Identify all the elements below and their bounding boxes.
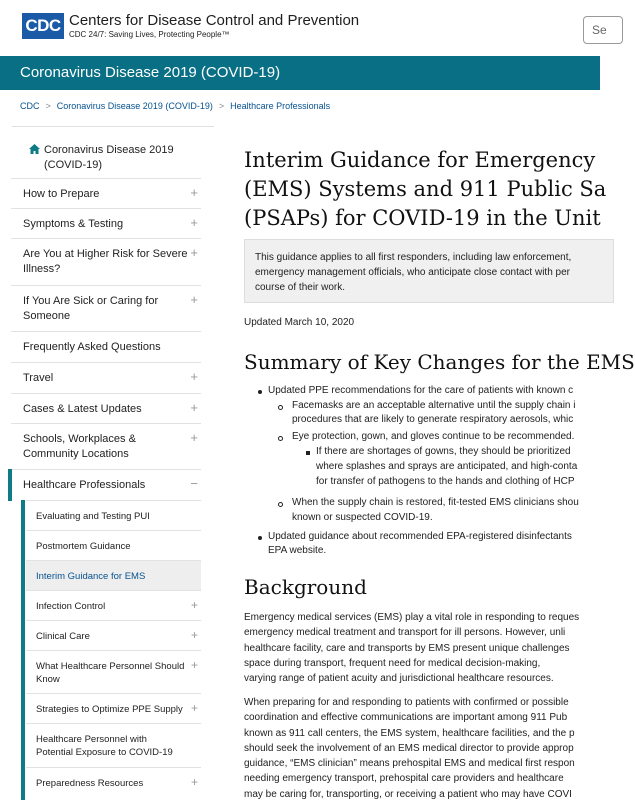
bullet-text: Updated guidance about recommended EPA-registered disinfectants bbox=[268, 531, 572, 542]
paragraph-line: may be caring for, transporting, or receiving a patient who may have COVI bbox=[244, 788, 572, 800]
sidebar-subitem[interactable] bbox=[26, 767, 201, 800]
bullet-text: procedures that are likely to generate respiratory aerosols, whic bbox=[292, 414, 574, 425]
paragraph-line: healthcare facility, care and transports by EMS present unique challenges bbox=[244, 642, 570, 654]
bullet-marker bbox=[278, 405, 283, 410]
bullet-marker bbox=[278, 502, 283, 507]
paragraph-line: space during transport, frequent need for medical decision-making, bbox=[244, 657, 541, 669]
background-heading: Background bbox=[244, 575, 367, 599]
breadcrumb-separator: > bbox=[45, 101, 51, 111]
sidebar-item-label: If You Are Sick or Caring for Someone bbox=[23, 295, 159, 322]
bullet-marker bbox=[278, 436, 283, 441]
sidebar-item[interactable] bbox=[11, 331, 201, 362]
sidebar-subitem[interactable] bbox=[26, 590, 201, 620]
banner-title[interactable]: Coronavirus Disease 2019 (COVID-19) bbox=[20, 64, 281, 81]
sidebar-item[interactable] bbox=[11, 469, 201, 500]
expand-icon[interactable]: + bbox=[190, 185, 198, 200]
sidebar-item[interactable] bbox=[11, 393, 201, 423]
collapse-icon[interactable]: − bbox=[190, 476, 198, 491]
bullet-text: When the supply chain is restored, fit-tested EMS clinicians shou bbox=[292, 497, 579, 508]
sidebar-item[interactable] bbox=[11, 285, 201, 331]
sidebar-subitem-label: Clinical Care bbox=[36, 631, 90, 642]
sidebar-subitem-label: Evaluating and Testing PUI bbox=[36, 511, 150, 522]
paragraph-line: should seek the involvement of an EMS medical director to provide approp bbox=[244, 742, 574, 754]
breadcrumb-healthcare[interactable]: Healthcare Professionals bbox=[230, 101, 331, 111]
sidebar-home-link[interactable] bbox=[29, 143, 199, 173]
expand-icon[interactable]: + bbox=[190, 598, 198, 612]
expand-icon[interactable]: + bbox=[190, 245, 198, 260]
page-title bbox=[244, 146, 606, 233]
site-header bbox=[0, 0, 607, 56]
sidebar-subitem[interactable] bbox=[26, 530, 201, 560]
sidebar-item-label: Travel bbox=[23, 372, 54, 384]
intro-text bbox=[255, 250, 571, 295]
search-input[interactable]: Se bbox=[583, 16, 623, 44]
paragraph-line: emergency medical treatment and transport for ill persons. However, unli bbox=[244, 627, 566, 639]
breadcrumb-separator: > bbox=[218, 101, 225, 111]
intro-line: course of their work. bbox=[255, 282, 346, 293]
paragraph-line: Emergency medical services (EMS) play a vital role in responding to reques bbox=[244, 612, 580, 623]
updated-date: Updated March 10, 2020 bbox=[244, 317, 355, 328]
sidebar-item-label: How to Prepare bbox=[23, 188, 100, 200]
intro-line: emergency management officials, who anticipate close contact with per bbox=[255, 267, 570, 278]
paragraph-line: varying range of patient acuity and jurisdictional healthcare resources. bbox=[244, 673, 554, 685]
sidebar-item-label: Frequently Asked Questions bbox=[23, 341, 161, 353]
sidebar-subitem-label: Interim Guidance for EMS bbox=[36, 571, 146, 582]
bullet-marker bbox=[306, 451, 310, 455]
bullet-text: Facemasks are an acceptable alternative until the supply chain i bbox=[292, 400, 576, 411]
background-paragraph-1 bbox=[244, 610, 579, 686]
intro-line: This guidance applies to all first responders, including law enforcement, bbox=[255, 252, 572, 263]
expand-icon[interactable]: + bbox=[190, 775, 198, 789]
bullet-text: where splashes and sprays are anticipated, and high-conta bbox=[316, 461, 578, 472]
breadcrumb-covid[interactable]: Coronavirus Disease 2019 (COVID-19) bbox=[56, 101, 213, 111]
brand-title[interactable]: Centers for Disease Control and Prevention bbox=[69, 12, 360, 29]
paragraph-line: coordination and effective communications are important among 911 Pub bbox=[244, 712, 568, 724]
sidebar-submenu-bar bbox=[21, 500, 25, 800]
bullet-text: for transfer of pathogens to the hands and clothing of HCP bbox=[316, 476, 575, 487]
sidebar-subitem-label: Postmortem Guidance bbox=[36, 541, 131, 552]
cdc-logo[interactable]: CDC bbox=[22, 13, 64, 39]
sidebar-item[interactable] bbox=[11, 178, 201, 208]
background-paragraph-2 bbox=[244, 695, 575, 802]
sidebar-subitem[interactable] bbox=[26, 500, 201, 530]
bullet-text: Updated PPE recommendations for the care of patients with known c bbox=[268, 385, 574, 396]
paragraph-line: needing emergency transport, prehospital care providers and healthcare bbox=[244, 773, 564, 785]
sidebar-item-label: Symptoms & Testing bbox=[23, 218, 124, 230]
expand-icon[interactable]: + bbox=[190, 369, 198, 384]
expand-icon[interactable]: + bbox=[190, 658, 198, 672]
paragraph-line: When preparing for and responding to patients with confirmed or possible bbox=[244, 697, 569, 708]
sidebar-subitem-label: What Healthcare Personnel Should Know bbox=[36, 661, 185, 685]
expand-icon[interactable]: + bbox=[190, 701, 198, 715]
sidebar-subitem-label: Infection Control bbox=[36, 601, 106, 612]
sidebar-subitem[interactable] bbox=[26, 620, 201, 650]
page-title-line: Interim Guidance for Emergency bbox=[244, 148, 596, 172]
bullet-text: EPA website. bbox=[268, 545, 327, 556]
sidebar-item-label: Are You at Higher Risk for Severe Illness? bbox=[23, 248, 188, 275]
active-section-indicator bbox=[8, 469, 12, 501]
sidebar-item-label: Cases & Latest Updates bbox=[23, 403, 142, 415]
paragraph-line: guidance, “EMS clinician” means prehospital EMS and medical first respon bbox=[244, 758, 575, 770]
expand-icon[interactable]: + bbox=[190, 628, 198, 642]
paragraph-line: known as 911 call centers, the EMS system, healthcare facilities, and the p bbox=[244, 727, 575, 739]
breadcrumb-cdc[interactable]: CDC bbox=[20, 101, 40, 111]
bullet-text: If there are shortages of gowns, they should be prioritized bbox=[316, 446, 571, 457]
expand-icon[interactable]: + bbox=[190, 430, 198, 445]
bullet-text: known or suspected COVID-19. bbox=[292, 512, 433, 523]
sidebar-item[interactable] bbox=[11, 423, 201, 469]
sidebar-item[interactable] bbox=[11, 238, 201, 285]
page-title-line: (EMS) Systems and 911 Public Sa bbox=[244, 177, 607, 201]
sidebar-subitem[interactable] bbox=[26, 693, 201, 723]
page-title-line: (PSAPs) for COVID-19 in the Unit bbox=[244, 206, 601, 230]
sidebar-item-label: Schools, Workplaces & Community Locations bbox=[23, 433, 136, 460]
sidebar-subitem-label: Preparedness Resources bbox=[36, 778, 144, 789]
expand-icon[interactable]: + bbox=[190, 215, 198, 230]
brand-tagline: CDC 24/7: Saving Lives, Protecting People™ bbox=[69, 30, 230, 39]
bullet-marker bbox=[258, 536, 262, 540]
expand-icon[interactable]: + bbox=[190, 292, 198, 307]
home-icon bbox=[29, 144, 40, 154]
expand-icon[interactable]: + bbox=[190, 400, 198, 415]
bullet-text: Eye protection, gown, and gloves continue to be recommended. bbox=[292, 431, 575, 442]
intro-callout bbox=[244, 239, 614, 303]
sidebar-subitem[interactable] bbox=[26, 650, 201, 693]
sidebar-item[interactable] bbox=[11, 362, 201, 393]
bullet-marker bbox=[258, 390, 262, 394]
sidebar-item-label: Healthcare Professionals bbox=[23, 479, 146, 491]
topic-banner bbox=[0, 56, 600, 90]
sidebar-subitem[interactable] bbox=[26, 723, 201, 767]
sidebar-home-label-1: Coronavirus Disease 2019 bbox=[44, 144, 174, 156]
sidebar-home-label-2: (COVID-19) bbox=[44, 159, 103, 171]
sidebar-item[interactable] bbox=[11, 208, 201, 238]
breadcrumb bbox=[20, 101, 330, 111]
sidebar-subitem-label: Strategies to Optimize PPE Supply bbox=[36, 704, 183, 715]
summary-heading: Summary of Key Changes for the EMS bbox=[244, 350, 635, 374]
sidebar-subitem[interactable] bbox=[26, 560, 201, 590]
sidebar-subitem-label: Healthcare Personnel with Potential Exposure to COVID-19 bbox=[36, 734, 173, 758]
